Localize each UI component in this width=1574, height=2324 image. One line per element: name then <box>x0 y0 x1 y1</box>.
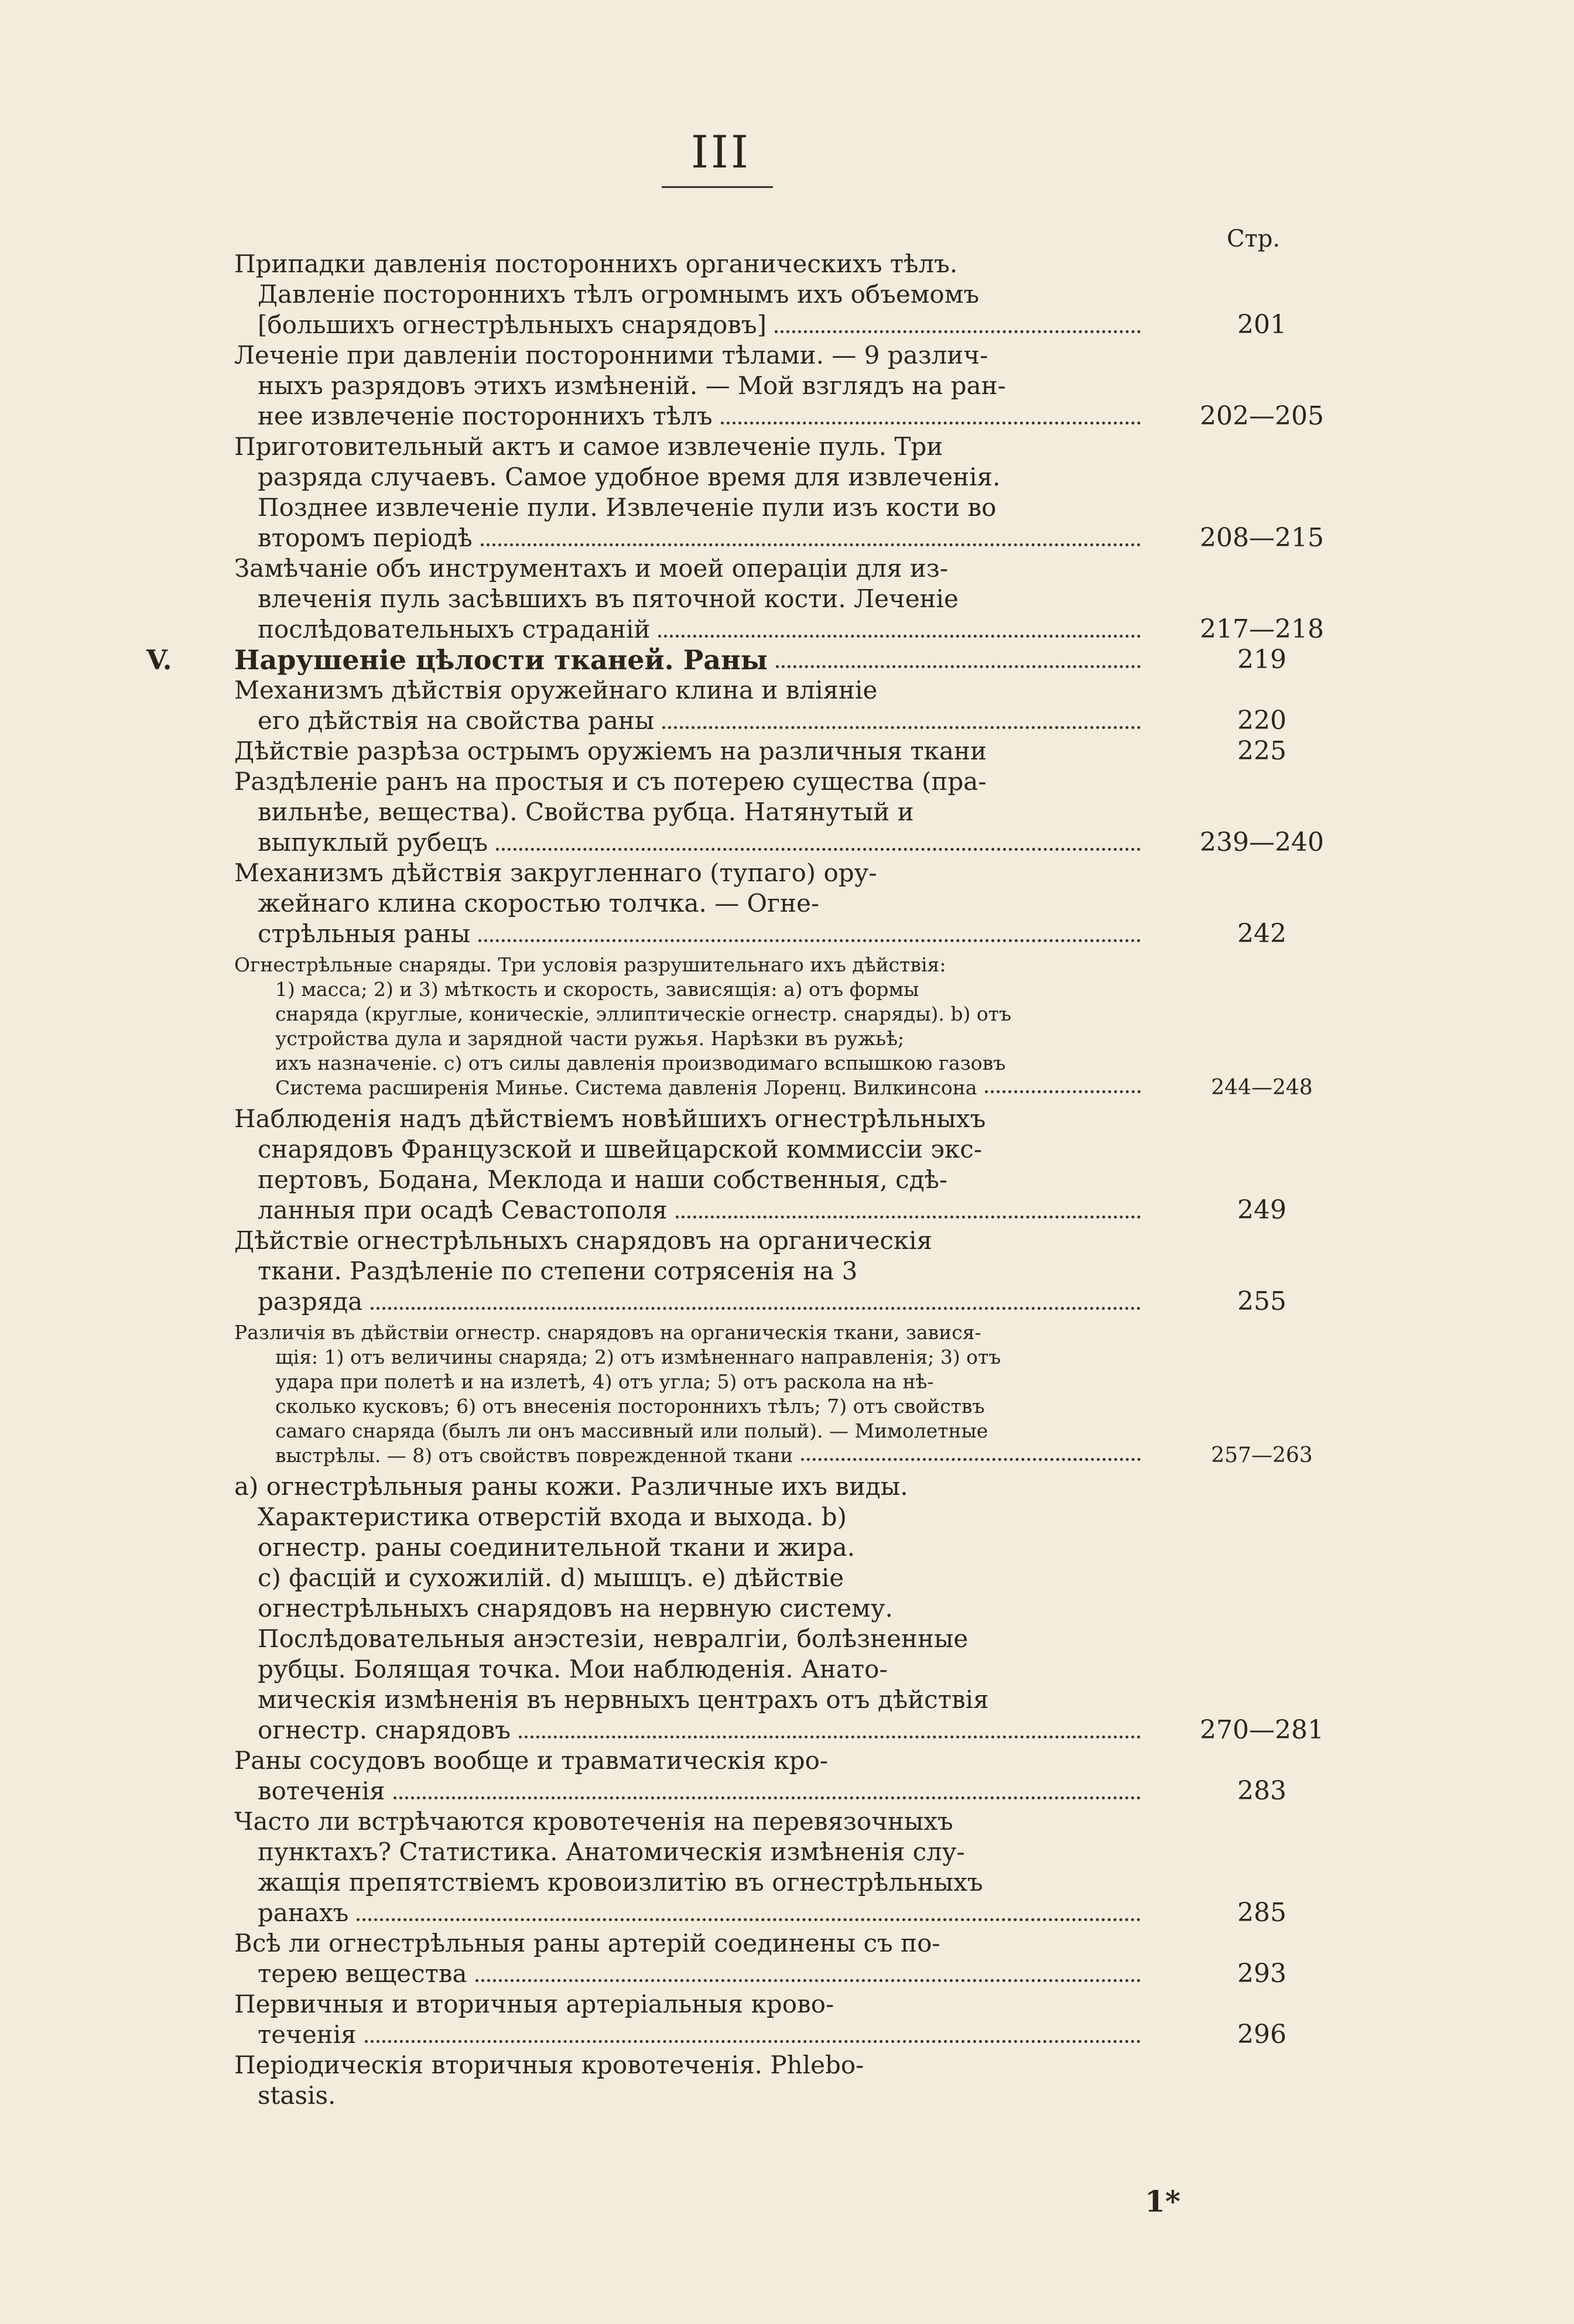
toc-line-text: вильнѣе, вещества). Свойства рубца. Натянутый и <box>258 798 914 826</box>
toc-line <box>234 888 1148 919</box>
toc-line <box>234 1394 1148 1419</box>
toc-entry-text <box>234 1471 1148 1745</box>
toc-line <box>234 1959 1148 1989</box>
toc-line-text: снаряда (круглые, коническіе, эллиптическіе огнестр. снаряды). b) отъ <box>275 1002 1011 1025</box>
toc-entry-text <box>234 1226 1148 1317</box>
toc-page-number: 242 <box>1237 919 1286 949</box>
toc-line-text: стрѣльныя раны <box>258 919 471 948</box>
toc-line-text: разряда <box>258 1287 363 1316</box>
toc-line-text: устройства дула и зарядной части ружья. Нарѣзки въ ружьѣ; <box>275 1027 905 1050</box>
toc-line-text: влеченія пуль засѣвшихъ въ пяточной кости. Леченіе <box>258 584 959 613</box>
dot-leader <box>496 827 1141 851</box>
toc-line-text: Дѣйствіе разрѣза острымъ оружіемъ на различныя ткани <box>234 737 987 765</box>
toc-entry-text <box>234 1320 1148 1468</box>
toc-page-number: 201 <box>1237 310 1286 340</box>
toc-line-text: Замѣчаніе объ инструментахъ и моей операціи для из- <box>234 554 949 583</box>
toc-line <box>234 1195 1148 1226</box>
toc-line <box>234 1026 1148 1051</box>
toc-line-text: a) огнестрѣльныя раны кожи. Различные ихъ виды. <box>234 1472 908 1501</box>
toc-line <box>234 706 1148 736</box>
toc-line <box>234 1867 1148 1898</box>
toc-entry-text <box>234 553 1148 645</box>
toc-line <box>234 858 1148 888</box>
toc-line-text: самаго снаряда (былъ ли онъ массивный или полый). — Мимолетные <box>275 1419 988 1442</box>
toc-line <box>234 675 1148 706</box>
toc-line <box>234 279 1148 310</box>
dot-leader <box>676 1195 1141 1219</box>
toc-entry-text <box>234 340 1148 432</box>
toc-line-text: вотеченія <box>258 1777 385 1805</box>
toc-line-text: Раны сосудовъ вообще и травматическія кро- <box>234 1746 829 1775</box>
toc-line <box>234 1776 1148 1806</box>
toc-entry <box>234 1745 1376 1806</box>
toc-page-number: 208—215 <box>1200 523 1324 553</box>
toc-entry-text <box>234 249 1148 340</box>
section-number: V. <box>146 644 172 676</box>
page-folio: III <box>691 126 751 178</box>
toc-line <box>234 249 1148 279</box>
toc-line <box>234 1104 1148 1134</box>
toc-line-text: пунктахъ? Статистика. Анатомическія измѣненія слу- <box>258 1837 965 1866</box>
toc-line-text: разряда случаевъ. Самое удобное время для извлеченія. <box>258 463 1001 491</box>
toc-line-text: Система расширенія Минье. Система давленія Лоренц. Вилкинсона <box>275 1076 977 1099</box>
toc-entry-text <box>234 1745 1148 1806</box>
toc-entry <box>234 432 1376 553</box>
toc-line <box>234 553 1148 584</box>
page-column-label: Стр. <box>1227 225 1281 252</box>
toc-entry <box>234 1928 1376 1989</box>
toc-line <box>234 2020 1148 2050</box>
toc-line-text: огнестр. снарядовъ <box>258 1716 511 1744</box>
dot-leader <box>371 1286 1141 1310</box>
toc-line <box>234 1624 1148 1654</box>
toc-line-text: терею вещества <box>258 1959 467 1988</box>
toc-line <box>234 1051 1148 1076</box>
toc-page-number: 244—248 <box>1211 1076 1313 1100</box>
toc-line-text: выпуклый рубецъ <box>258 828 488 857</box>
toc-page-number: 283 <box>1237 1776 1286 1806</box>
toc-line-text: нее извлеченіе постороннихъ тѣлъ <box>258 402 713 430</box>
dot-leader <box>365 2020 1141 2043</box>
toc-line <box>234 1593 1148 1624</box>
toc-line-text: Огнестрѣльные снаряды. Три условія разрушительнаго ихъ дѣйствія: <box>234 953 946 976</box>
toc-line-text: Часто ли встрѣчаются кровотеченія на перевязочныхъ <box>234 1807 953 1836</box>
toc-line-text: Наблюденія надъ дѣйствіемъ новѣйшихъ огнестрѣльныхъ <box>234 1104 986 1133</box>
toc-line <box>234 1226 1148 1256</box>
toc-entry <box>234 675 1376 736</box>
toc-line-text: жейнаго клина скоростью толчка. — Огне- <box>258 889 820 918</box>
toc-line <box>234 1837 1148 1867</box>
toc-entry <box>234 2050 1376 2111</box>
toc-line-text: послѣдовательныхъ страданій <box>258 615 651 644</box>
toc-line <box>234 492 1148 523</box>
toc-entry <box>234 1226 1376 1317</box>
toc-line-text: 1) масса; 2) и 3) мѣткость и скорость, зависящія: a) отъ формы <box>275 978 919 1001</box>
toc-line-text: c) фасцій и сухожилій. d) мышцъ. e) дѣйствіе <box>258 1563 844 1592</box>
toc-line <box>234 827 1148 858</box>
toc-line <box>234 1134 1148 1165</box>
toc-line <box>234 523 1148 553</box>
toc-line <box>234 1165 1148 1195</box>
toc-line-text: выстрѣлы. — 8) отъ свойствъ поврежденной ткани <box>275 1444 793 1467</box>
toc-line-text: рубцы. Болящая точка. Мои наблюденія. Анато- <box>258 1655 888 1683</box>
toc-line <box>234 1286 1148 1317</box>
dot-leader <box>721 401 1141 425</box>
toc-line <box>234 1076 1148 1100</box>
toc-line-text: Механизмъ дѣйствія оружейнаго клина и вліяніе <box>234 676 878 704</box>
table-of-contents <box>146 249 1376 2111</box>
toc-line-text: огнестр. раны соединительной ткани и жира. <box>258 1533 856 1562</box>
toc-line-text: Леченіе при давленіи посторонними тѣлами. — 9 различ- <box>234 341 988 369</box>
dot-leader <box>481 523 1141 546</box>
toc-line <box>234 310 1148 340</box>
toc-line <box>234 797 1148 827</box>
toc-entry-text <box>234 645 1148 675</box>
toc-entry-text <box>234 953 1148 1100</box>
toc-entry <box>234 1989 1376 2050</box>
toc-entry-text <box>234 1104 1148 1226</box>
toc-entry <box>234 249 1376 340</box>
toc-line-text: Всѣ ли огнестрѣльныя раны артерій соединены съ по- <box>234 1929 940 1957</box>
toc-line <box>234 1419 1148 1443</box>
toc-page-number: 255 <box>1237 1286 1286 1316</box>
toc-line <box>234 1532 1148 1563</box>
dot-leader <box>662 706 1141 729</box>
toc-line-text: ранахъ <box>258 1898 349 1927</box>
toc-line <box>234 1002 1148 1026</box>
toc-line-text: Дѣйствіе огнестрѣльныхъ снарядовъ на органическія <box>234 1226 933 1255</box>
toc-line <box>234 1928 1148 1959</box>
toc-page-number: 293 <box>1237 1959 1286 1988</box>
toc-line <box>234 919 1148 949</box>
toc-line <box>234 2080 1148 2111</box>
toc-line-text: его дѣйствія на свойства раны <box>258 706 655 735</box>
toc-line-text: снарядовъ Французской и швейцарской коммиссіи экс- <box>258 1135 983 1163</box>
toc-line <box>234 1443 1148 1468</box>
toc-section-heading <box>146 644 1376 676</box>
toc-page-number: 257—263 <box>1211 1443 1313 1467</box>
toc-line <box>234 401 1148 432</box>
dot-leader <box>985 1076 1141 1093</box>
toc-entry <box>234 340 1376 432</box>
toc-entry-text <box>234 1806 1148 1928</box>
toc-line <box>234 1989 1148 2020</box>
toc-entry <box>234 1104 1376 1226</box>
toc-line <box>234 1685 1148 1715</box>
toc-entry-text <box>234 766 1148 858</box>
toc-line-text: мическія измѣненія въ нервныхъ центрахъ отъ дѣйствія <box>258 1685 989 1714</box>
toc-line-text: Припадки давленія постороннихъ органическихъ тѣлъ. <box>234 249 958 278</box>
toc-line <box>234 1745 1148 1776</box>
dot-leader <box>478 919 1141 942</box>
toc-page-number: 220 <box>1237 706 1286 735</box>
toc-line <box>234 614 1148 645</box>
toc-line <box>234 1256 1148 1286</box>
toc-line <box>234 1320 1148 1345</box>
dot-leader <box>357 1898 1141 1921</box>
toc-page-number: 202—205 <box>1200 401 1324 431</box>
toc-line <box>234 1715 1148 1745</box>
toc-line <box>234 340 1148 371</box>
toc-line-text: щія: 1) отъ величины снаряда; 2) отъ измѣненнаго направленія; 3) отъ <box>275 1346 1001 1368</box>
toc-line-text: ихъ назначеніе. c) отъ силы давленія производимаго вспышкою газовъ <box>275 1052 1006 1074</box>
toc-line-text: stasis. <box>258 2081 336 2110</box>
toc-entry <box>234 736 1376 766</box>
toc-page-number: 270—281 <box>1200 1715 1324 1745</box>
toc-entry-text <box>234 1989 1148 2050</box>
toc-line <box>234 2050 1148 2080</box>
toc-line-text: огнестрѣльныхъ снарядовъ на нервную систему. <box>258 1594 893 1623</box>
toc-line <box>234 584 1148 614</box>
dot-leader <box>394 1776 1141 1799</box>
toc-page-number: 249 <box>1237 1195 1286 1225</box>
toc-line <box>234 371 1148 401</box>
toc-line <box>234 645 1148 675</box>
toc-entry-text <box>234 432 1148 553</box>
toc-line <box>234 1806 1148 1837</box>
toc-line-text: Характеристика отверстій входа и выхода. b) <box>258 1502 847 1531</box>
toc-entry-text <box>234 858 1148 949</box>
toc-line <box>234 977 1148 1002</box>
toc-page-number: 219 <box>1237 645 1286 675</box>
toc-page-number: 285 <box>1237 1898 1286 1928</box>
toc-line <box>234 1502 1148 1532</box>
toc-page-number: 239—240 <box>1200 827 1324 857</box>
toc-line-text: Позднее извлеченіе пули. Извлеченіе пули изъ кости во <box>258 493 997 522</box>
toc-line <box>234 1563 1148 1593</box>
toc-line <box>234 736 1148 766</box>
toc-line <box>234 432 1148 462</box>
toc-line-text: второмъ періодѣ <box>258 523 473 552</box>
toc-line <box>234 1370 1148 1394</box>
dot-leader <box>658 614 1141 638</box>
toc-line-text: [большихъ огнестрѣльныхъ снарядовъ] <box>258 310 767 339</box>
toc-line-text: Нарушеніе цѣлости тканей. Раны <box>234 645 768 675</box>
toc-entry-text <box>234 675 1148 736</box>
toc-line-text: пертовъ, Бодана, Меклода и наши собственныя, сдѣ- <box>258 1165 948 1194</box>
toc-entry <box>234 953 1376 1100</box>
toc-line <box>234 1471 1148 1502</box>
toc-page-number: 296 <box>1237 2020 1286 2049</box>
toc-entry <box>234 858 1376 949</box>
dot-leader <box>475 1959 1141 1982</box>
toc-line-text: жащія препятствіемъ кровоизлитію въ огнестрѣльныхъ <box>258 1868 983 1897</box>
toc-line <box>234 953 1148 977</box>
toc-line-text: Давленіе постороннихъ тѣлъ огромнымъ ихъ объемомъ <box>258 280 980 309</box>
toc-entry <box>234 1320 1376 1468</box>
toc-page-number: 225 <box>1237 736 1286 766</box>
toc-line-text: Механизмъ дѣйствія закругленнаго (тупаго) ору- <box>234 858 877 887</box>
toc-entry <box>234 553 1376 645</box>
toc-line-text: ланныя при осадѣ Севастополя <box>258 1196 668 1224</box>
toc-line-text: удара при полетѣ и на излетѣ, 4) отъ угла; 5) отъ раскола на нѣ- <box>275 1370 934 1393</box>
toc-line-text: Послѣдовательныя анэстезіи, невралгіи, болѣзненные <box>258 1624 969 1653</box>
toc-entry-text <box>234 2050 1148 2111</box>
toc-line <box>234 1898 1148 1928</box>
dot-leader <box>801 1443 1141 1461</box>
toc-line-text: сколько кусковъ; 6) отъ внесенія постороннихъ тѣлъ; 7) отъ свойствъ <box>275 1395 985 1418</box>
toc-line <box>234 766 1148 797</box>
toc-line-text: Приготовительный актъ и самое извлеченіе пуль. Три <box>234 432 943 461</box>
toc-line <box>234 1345 1148 1370</box>
toc-line-text: Первичныя и вторичныя артеріальныя крово- <box>234 1990 834 2018</box>
toc-entry <box>234 766 1376 858</box>
dot-leader <box>519 1715 1141 1738</box>
signature-mark: 1* <box>1145 2184 1180 2219</box>
dot-leader <box>776 645 1141 668</box>
toc-line-text: ткани. Раздѣленіе по степени сотрясенія на 3 <box>258 1257 858 1285</box>
folio-rule <box>662 186 773 188</box>
toc-line-text: теченія <box>258 2020 357 2049</box>
toc-line <box>234 462 1148 492</box>
toc-page-number: 217—218 <box>1200 614 1324 644</box>
toc-line-text: Различія въ дѣйствіи огнестр. снарядовъ на органическія ткани, завися- <box>234 1321 981 1344</box>
toc-entry <box>234 1471 1376 1745</box>
toc-line-text: ныхъ разрядовъ этихъ измѣненій. — Мой взглядъ на ран- <box>258 371 1006 400</box>
toc-entry-text <box>234 1928 1148 1989</box>
toc-line-text: Раздѣленіе ранъ на простыя и съ потерею существа (пра- <box>234 767 987 796</box>
toc-entry-text <box>234 736 1148 766</box>
toc-entry <box>234 1806 1376 1928</box>
toc-line-text: Періодическія вторичныя кровотеченія. Phlebo- <box>234 2051 864 2079</box>
toc-line <box>234 1654 1148 1685</box>
dot-leader <box>775 310 1141 333</box>
